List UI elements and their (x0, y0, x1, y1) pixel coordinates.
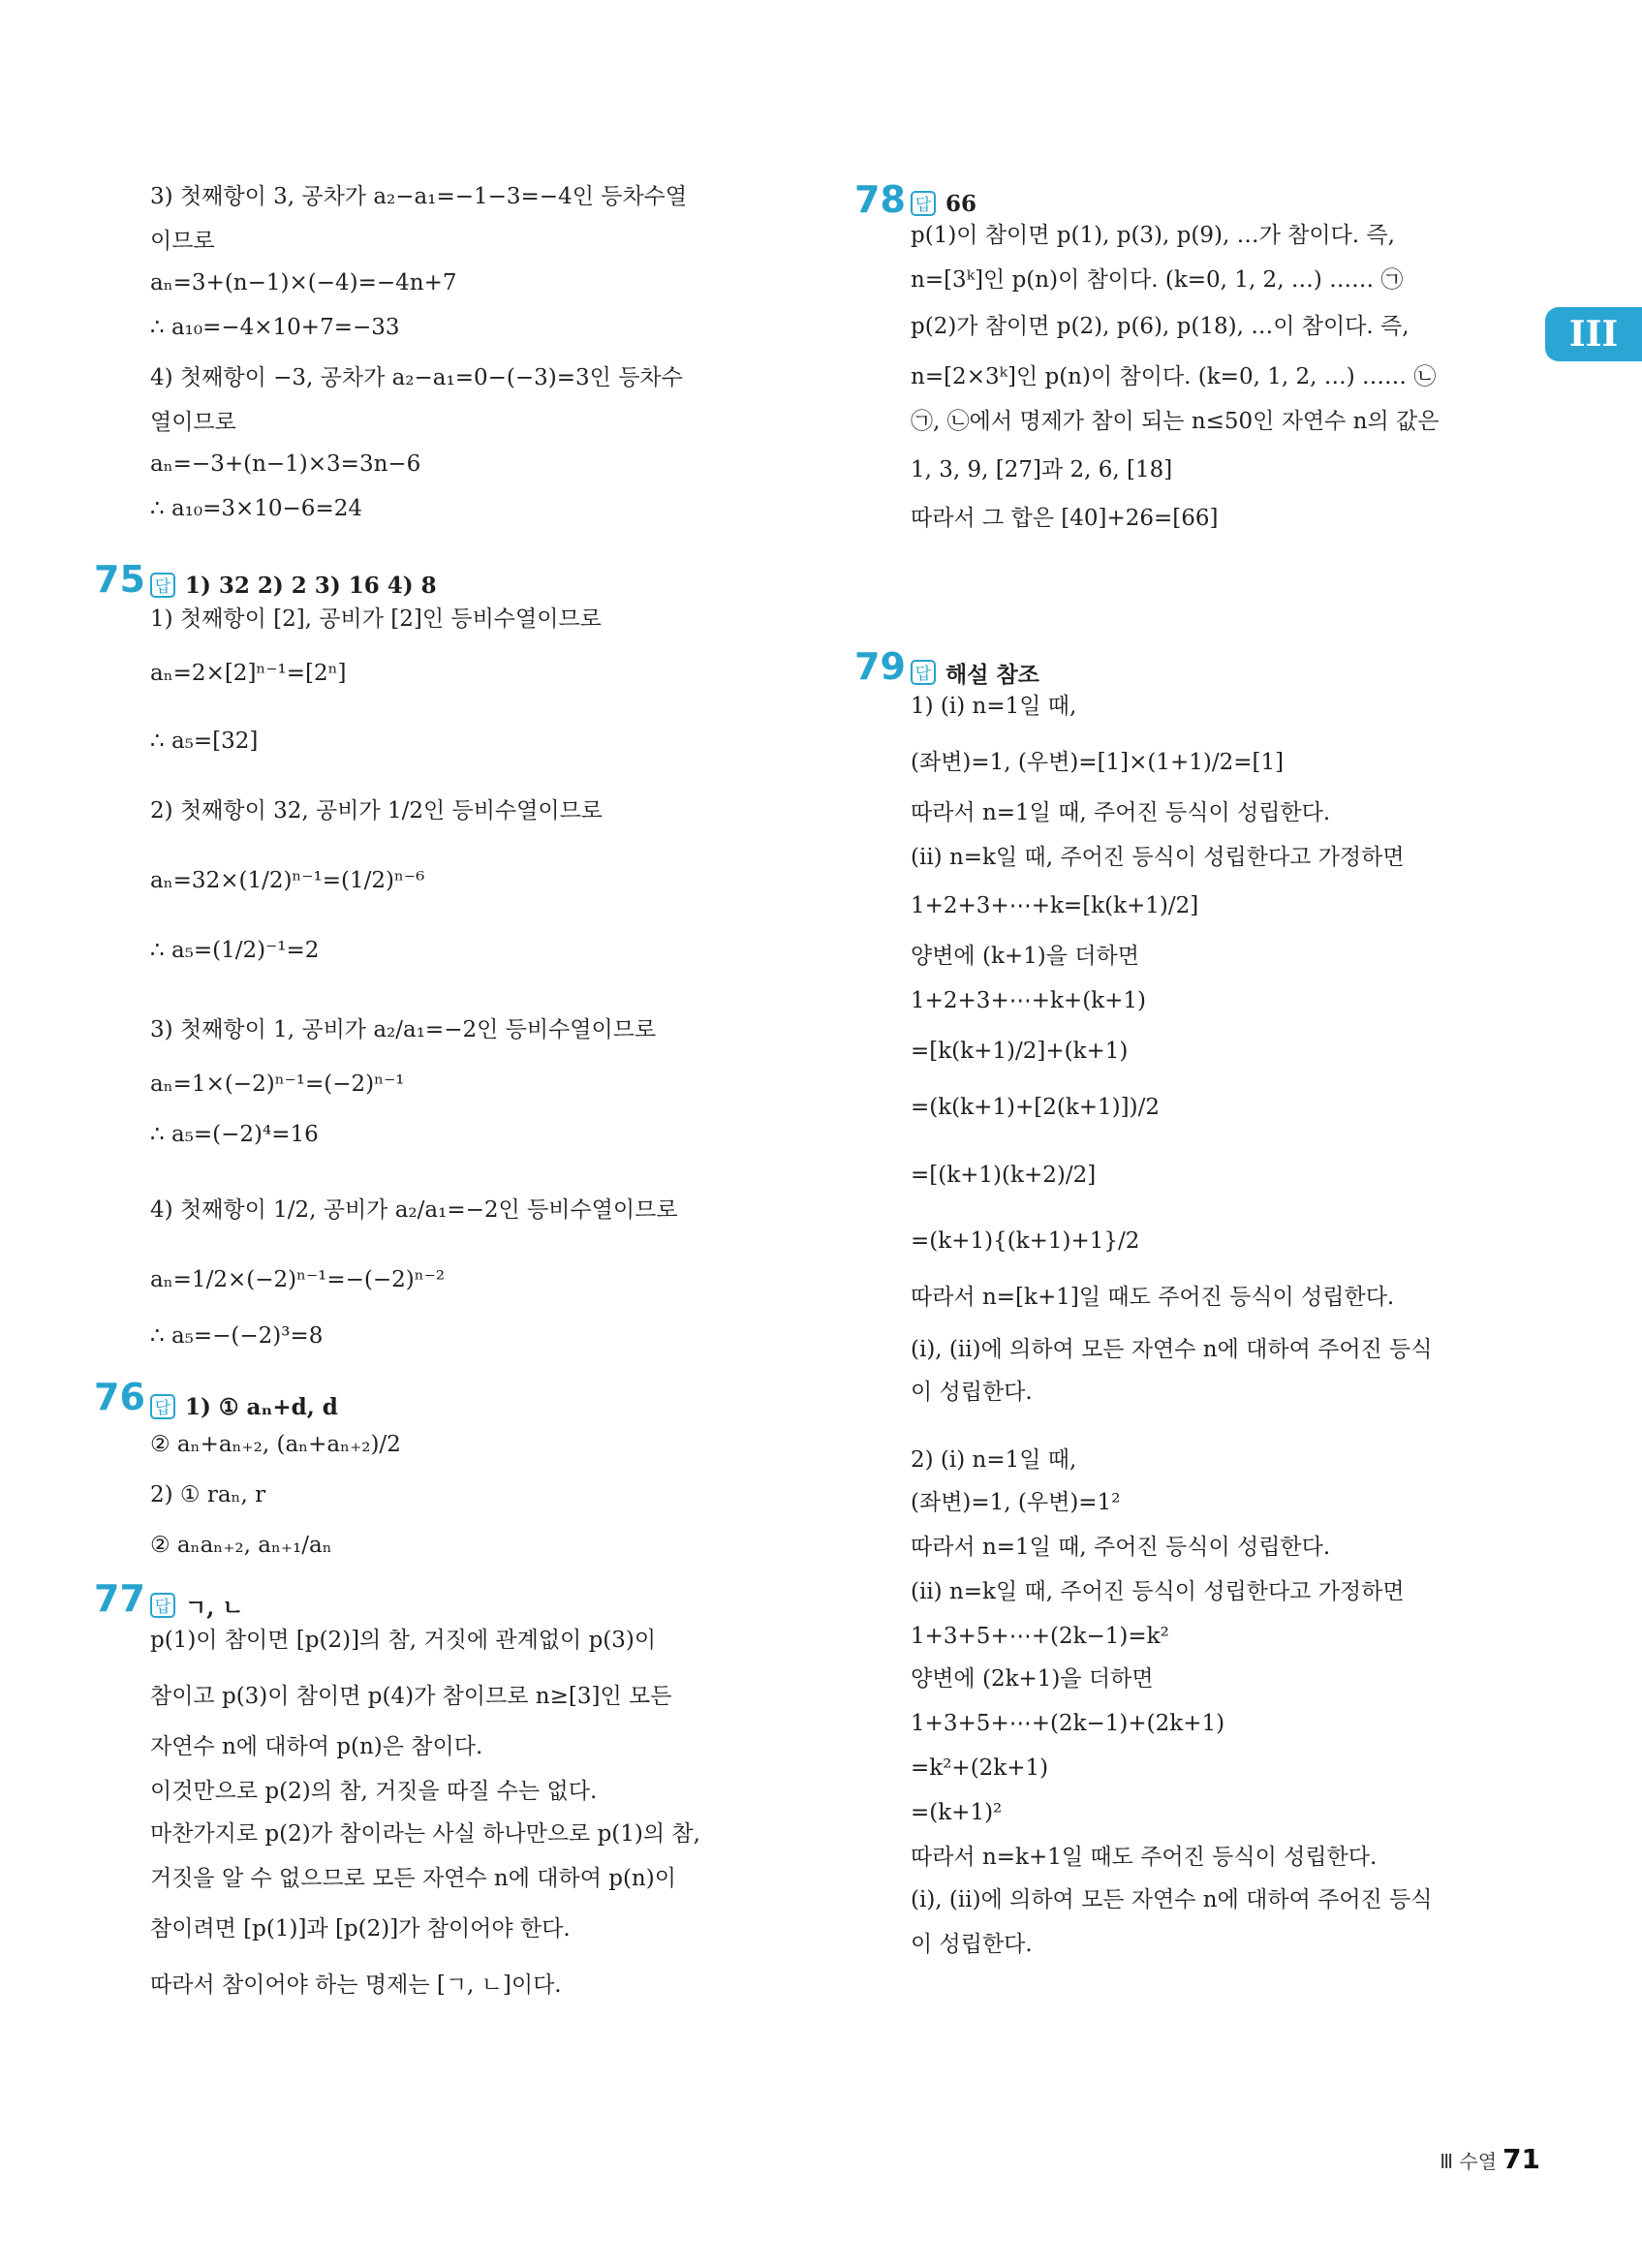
answer-badge: 답 (150, 573, 175, 598)
solution-line: 따라서 n=1일 때, 주어진 등식이 성립한다. (911, 1535, 1331, 1560)
solution-line: 따라서 n=1일 때, 주어진 등식이 성립한다. (911, 800, 1331, 825)
answer-badge: 답 (150, 1394, 175, 1419)
solution-line: ∴ a₅=[32] (150, 729, 259, 754)
solution-line: p(2)가 참이면 p(2), p(6), p(18), …이 참이다. 즉, (911, 314, 1410, 339)
solution-line: 이것만으로 p(2)의 참, 거짓을 따질 수는 없다. (150, 1779, 598, 1804)
solution-line: (ii) n=k일 때, 주어진 등식이 성립한다고 가정하면 (911, 1579, 1405, 1604)
answer-text: 1) ① aₙ+d, d (185, 1393, 338, 1420)
solution-line: =(k+1){(k+1)+1}/2 (911, 1228, 1140, 1254)
solution-line: ∴ a₁₀=−4×10+7=−33 (150, 315, 400, 340)
solution-line: 자연수 n에 대하여 p(n)은 참이다. (150, 1734, 483, 1759)
page-footer (1405, 2143, 1540, 2175)
answer-header (150, 1382, 799, 1432)
solution-line: 1) 첫째항이 [2], 공비가 [2]인 등비수열이므로 (150, 606, 602, 632)
answer-badge: 답 (150, 1593, 175, 1618)
answer-badge: 답 (911, 660, 936, 685)
solution-line: 양변에 (2k+1)을 더하면 (911, 1666, 1154, 1692)
section-tab (1545, 307, 1642, 361)
problem-number: 75 (94, 558, 145, 601)
problem-number: 77 (94, 1577, 145, 1620)
solution-line: ∴ a₅=(−2)⁴=16 (150, 1122, 319, 1147)
solution-line: 이므로 (150, 229, 215, 254)
problem-number: 76 (94, 1376, 145, 1418)
problem-number: 79 (854, 645, 906, 688)
solution-line: (좌변)=1, (우변)=[1]×(1+1)/2=[1] (911, 750, 1285, 775)
solution-line: aₙ=−3+(n−1)×3=3n−6 (150, 451, 421, 477)
solution-line: 1) (i) n=1일 때, (911, 694, 1077, 719)
solution-line: ㉠, ㉡에서 명제가 참이 되는 n≤50인 자연수 n의 값은 (911, 409, 1440, 434)
problem-number: 78 (854, 178, 906, 221)
solution-line: 거짓을 알 수 없으므로 모든 자연수 n에 대하여 p(n)이 (150, 1866, 676, 1891)
solution-line: 양변에 (k+1)을 더하면 (911, 944, 1139, 969)
solution-line: 열이므로 (150, 410, 236, 435)
page-number: 71 (1503, 2143, 1540, 2175)
answer-header (150, 1583, 799, 1628)
solution-line: 1+2+3+⋯+k=[k(k+1)/2] (911, 893, 1199, 918)
solution-line: p(1)이 참이면 [p(2)]의 참, 거짓에 관계없이 p(3)이 (150, 1628, 657, 1653)
solution-line: ∴ a₁₀=3×10−6=24 (150, 496, 362, 521)
solution-line: 2) ① raₙ, r (150, 1482, 266, 1507)
solution-line: 마찬가지로 p(2)가 참이라는 사실 하나만으로 p(1)의 참, (150, 1821, 700, 1847)
answer-header (150, 564, 799, 606)
answer-text: 66 (945, 190, 977, 217)
answer-text: 해설 참조 (945, 661, 1039, 688)
footer-label: Ⅲ 수열 (1440, 2150, 1498, 2173)
solution-line: aₙ=3+(n−1)×(−4)=−4n+7 (150, 270, 457, 295)
solution-line: 1+3+5+⋯+(2k−1)=k² (911, 1624, 1169, 1649)
solution-line: ② aₙ+aₙ₊₂, (aₙ+aₙ₊₂)/2 (150, 1432, 401, 1457)
answer-text: 1) 32 2) 2 3) 16 4) 8 (185, 572, 437, 599)
problem-p76 (94, 1376, 799, 1583)
answer-header (911, 651, 1511, 694)
solution-line: =[k(k+1)/2]+(k+1) (911, 1039, 1129, 1064)
solution-line: =k²+(2k+1) (911, 1755, 1049, 1781)
solution-line: 3) 첫째항이 1, 공비가 a₂/a₁=−2인 등비수열이므로 (150, 1017, 657, 1042)
solution-line: aₙ=2×[2]ⁿ⁻¹=[2ⁿ] (150, 661, 347, 686)
solution-line: 1, 3, 9, [27]과 2, 6, [18] (911, 457, 1173, 482)
solution-line: n=[2×3ᵏ]인 p(n)이 참이다. (k=0, 1, 2, …) …… ㉡ (911, 364, 1437, 389)
solution-line: 1+2+3+⋯+k+(k+1) (911, 988, 1146, 1013)
solution-line: 따라서 참이어야 하는 명제는 [ㄱ, ㄴ]이다. (150, 1973, 562, 1998)
solution-line: 이 성립한다. (911, 1932, 1033, 1957)
answer-badge: 답 (911, 191, 936, 216)
solution-line: =(k+1)² (911, 1800, 1003, 1825)
solution-line: 참이고 p(3)이 참이면 p(4)가 참이므로 n≥[3]인 모든 (150, 1684, 672, 1709)
problem-p78 (854, 178, 1511, 554)
solution-line: 1+3+5+⋯+(2k−1)+(2k+1) (911, 1711, 1225, 1736)
answer-text: ㄱ, ㄴ (185, 1594, 244, 1621)
solution-line: 4) 첫째항이 1/2, 공비가 a₂/a₁=−2인 등비수열이므로 (150, 1197, 678, 1223)
section-tab-label: III (1568, 314, 1619, 355)
solution-line: (좌변)=1, (우변)=1² (911, 1490, 1121, 1515)
solution-line: aₙ=1×(−2)ⁿ⁻¹=(−2)ⁿ⁻¹ (150, 1072, 405, 1097)
solution-line: n=[3ᵏ]인 p(n)이 참이다. (k=0, 1, 2, …) …… ㉠ (911, 267, 1404, 293)
solution-line: 2) (i) n=1일 때, (911, 1447, 1077, 1473)
solution-line: 4) 첫째항이 −3, 공차가 a₂−a₁=0−(−3)=3인 등차수 (150, 365, 683, 390)
solution-line: ∴ a₅=(1/2)⁻¹=2 (150, 938, 320, 963)
solution-line: (i), (ii)에 의하여 모든 자연수 n에 대하여 주어진 등식 (911, 1337, 1433, 1362)
answer-header (911, 184, 1511, 223)
solution-line: aₙ=1/2×(−2)ⁿ⁻¹=−(−2)ⁿ⁻² (150, 1267, 446, 1292)
problem-p77 (94, 1577, 799, 2021)
left-column (94, 184, 799, 2021)
solution-line: 참이려면 [p(1)]과 [p(2)]가 참이어야 한다. (150, 1916, 571, 1942)
solution-line: 따라서 그 합은 [40]+26=[66] (911, 506, 1219, 531)
solution-line: 따라서 n=[k+1]일 때도 주어진 등식이 성립한다. (911, 1285, 1395, 1310)
solution-line: =[(k+1)(k+2)/2] (911, 1163, 1097, 1188)
solution-line: =(k(k+1)+[2(k+1)])/2 (911, 1095, 1160, 1120)
solution-line: 3) 첫째항이 3, 공차가 a₂−a₁=−1−3=−4인 등차수열 (150, 184, 688, 209)
solution-line: 이 성립한다. (911, 1380, 1033, 1405)
solution-line: aₙ=32×(1/2)ⁿ⁻¹=(1/2)ⁿ⁻⁶ (150, 868, 425, 893)
problem-p74cont (150, 184, 799, 564)
right-column (854, 178, 1511, 1976)
solution-line: (i), (ii)에 의하여 모든 자연수 n에 대하여 주어진 등식 (911, 1887, 1433, 1912)
solution-line: 2) 첫째항이 32, 공비가 1/2인 등비수열이므로 (150, 798, 604, 823)
solution-line: 따라서 n=k+1일 때도 주어진 등식이 성립한다. (911, 1845, 1378, 1870)
solution-line: ∴ a₅=−(−2)³=8 (150, 1323, 324, 1349)
solution-line: ② aₙaₙ₊₂, aₙ₊₁/aₙ (150, 1533, 332, 1558)
solution-line: (ii) n=k일 때, 주어진 등식이 성립한다고 가정하면 (911, 845, 1405, 870)
problem-p75 (94, 558, 799, 1382)
solution-line: p(1)이 참이면 p(1), p(3), p(9), …가 참이다. 즉, (911, 223, 1395, 248)
problem-p79 (854, 645, 1511, 1976)
